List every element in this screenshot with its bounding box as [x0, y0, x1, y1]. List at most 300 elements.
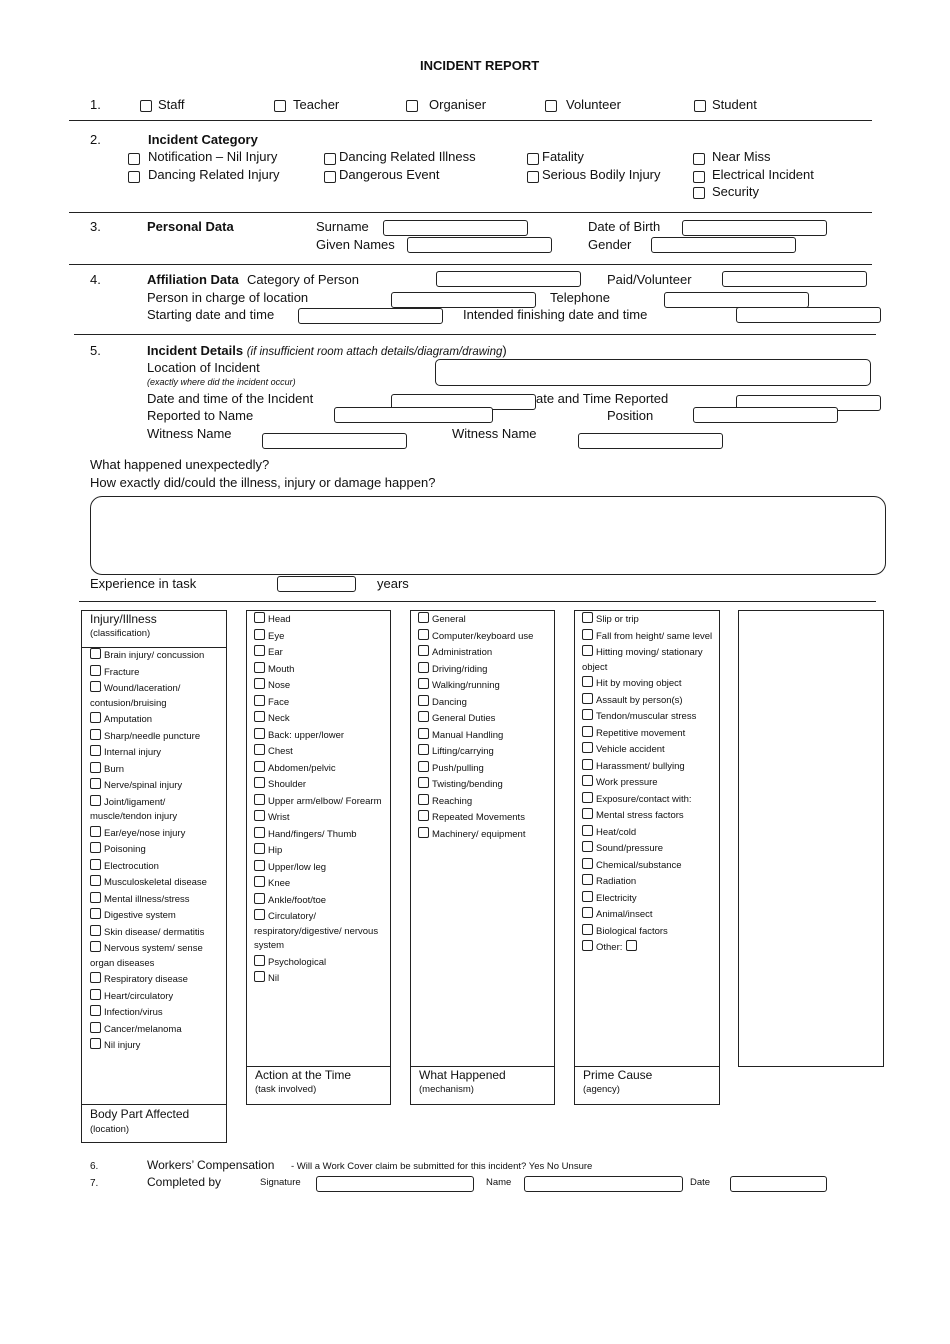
mechanism-option[interactable]: [582, 857, 715, 874]
person-in-charge-field[interactable]: [391, 292, 536, 308]
body-option[interactable]: [254, 908, 387, 954]
body-option-label: Psychological: [268, 956, 327, 968]
action-option[interactable]: [418, 694, 551, 711]
nil-injury-label: Notification – Nil Injury: [148, 149, 278, 164]
checkbox-icon[interactable]: [582, 891, 593, 902]
checkbox-icon[interactable]: [418, 794, 429, 805]
checkbox-icon[interactable]: [90, 908, 101, 919]
injury-option-label: Respiratory disease: [104, 974, 188, 985]
checkbox-icon[interactable]: [90, 795, 101, 806]
body-option-label: Hand/fingers/ Thumb: [268, 828, 357, 840]
teacher-checkbox[interactable]: [274, 100, 286, 112]
checkbox-icon[interactable]: [90, 925, 101, 936]
body-option[interactable]: [254, 661, 387, 678]
body-option[interactable]: [254, 776, 387, 793]
action-option[interactable]: [418, 809, 551, 826]
injury-option[interactable]: [90, 777, 223, 794]
incident-details-heading: [147, 343, 507, 358]
body-option-label: Shoulder: [268, 779, 307, 790]
staff-checkbox[interactable]: [140, 100, 152, 112]
volunteer-label: Volunteer: [566, 97, 621, 112]
injury-option-label: Infection/virus: [104, 1007, 163, 1018]
mechanism-option-label: Work pressure: [596, 777, 658, 788]
action-option[interactable]: [418, 743, 551, 760]
checkbox-icon[interactable]: [90, 989, 101, 1000]
action-option[interactable]: [418, 677, 551, 694]
checkbox-icon[interactable]: [254, 695, 265, 706]
mechanism-option-label: Slip or trip: [596, 614, 639, 625]
injury-option[interactable]: [90, 1004, 223, 1021]
injury-option-label: Joint/ligament/ muscle/tendon injury: [90, 796, 178, 822]
checkbox-icon[interactable]: [418, 744, 429, 755]
mechanism-option[interactable]: [582, 923, 715, 940]
given-names-field[interactable]: [407, 237, 552, 253]
checkbox-icon[interactable]: [254, 629, 265, 640]
witness-1-label: Witness Name: [147, 426, 232, 441]
injury-option-label: Internal injury: [104, 747, 162, 758]
injury-option[interactable]: [90, 680, 223, 711]
checkbox-icon[interactable]: [582, 709, 593, 720]
checkbox-icon[interactable]: [254, 662, 265, 673]
body-option[interactable]: [254, 892, 387, 909]
mechanism-option[interactable]: [582, 906, 715, 923]
mechanism-option[interactable]: [582, 890, 715, 907]
mechanism-option[interactable]: [582, 824, 715, 841]
checkbox-icon[interactable]: [254, 612, 265, 623]
injury-option-label: Brain injury/ concussion: [104, 650, 205, 661]
other-checkbox-icon[interactable]: [626, 940, 637, 951]
injury-option-label: Digestive system: [104, 910, 176, 921]
location-sub-label: (exactly where did the incident occur): [147, 377, 296, 387]
witness-2-field[interactable]: [578, 433, 723, 449]
body-option-label: Head: [268, 614, 291, 625]
checkbox-icon[interactable]: [90, 712, 101, 723]
checkbox-icon[interactable]: [582, 841, 593, 852]
mechanism-option[interactable]: [582, 725, 715, 742]
body-option[interactable]: [254, 628, 387, 645]
injury-option-label: Sharp/needle puncture: [104, 730, 201, 742]
mechanism-option[interactable]: [582, 873, 715, 890]
gender-field[interactable]: [651, 237, 796, 253]
serious-injury-checkbox[interactable]: [527, 171, 539, 183]
body-option[interactable]: [254, 677, 387, 694]
mechanism-option-label: Exposure/contact with:: [596, 793, 692, 805]
action-option[interactable]: [418, 793, 551, 810]
divider: [69, 264, 872, 265]
injury-option[interactable]: [90, 794, 223, 825]
injury-option-label: Fracture: [104, 666, 140, 678]
near-miss-label: Near Miss: [712, 149, 771, 164]
checkbox-icon[interactable]: [582, 775, 593, 786]
injury-option-label: Heart/circulatory: [104, 990, 174, 1002]
checkbox-icon[interactable]: [254, 711, 265, 722]
injury-option-label: Poisoning: [104, 844, 146, 855]
checkbox-icon[interactable]: [418, 810, 429, 821]
body-option-label: Face: [268, 696, 290, 708]
category-person-field[interactable]: [436, 271, 581, 287]
action-option[interactable]: [418, 826, 551, 843]
action-time-subtitle: (task involved): [255, 1084, 317, 1095]
action-option[interactable]: [418, 710, 551, 727]
body-option[interactable]: [254, 793, 387, 810]
body-option[interactable]: [254, 826, 387, 843]
mechanism-list: [582, 611, 715, 956]
witness-1-field[interactable]: [262, 433, 407, 449]
checkbox-icon[interactable]: [90, 859, 101, 870]
injury-option-label: Nil injury: [104, 1040, 141, 1051]
mechanism-option-label: Heat/cold: [596, 826, 637, 838]
action-option-label: Reaching: [432, 795, 473, 807]
surname-label: Surname: [316, 219, 369, 234]
action-option-label: Twisting/bending: [432, 779, 503, 790]
action-option[interactable]: [418, 628, 551, 645]
checkbox-icon[interactable]: [418, 629, 429, 640]
position-field[interactable]: [693, 407, 838, 423]
injury-option[interactable]: [90, 711, 223, 728]
date-field[interactable]: [730, 1176, 827, 1192]
completed-by-heading: Completed by: [147, 1175, 222, 1189]
name-label: Name: [486, 1177, 512, 1188]
question-how: How exactly did/could the illness, injury or damage happen?: [90, 475, 436, 490]
checkbox-icon[interactable]: [90, 729, 101, 740]
action-list: [418, 611, 551, 842]
checkbox-icon[interactable]: [90, 665, 101, 676]
body-option[interactable]: [254, 859, 387, 876]
body-option[interactable]: [254, 694, 387, 711]
action-option[interactable]: [418, 644, 551, 661]
section-4-number: 4.: [90, 272, 101, 287]
injury-option[interactable]: [90, 988, 223, 1005]
injury-option[interactable]: [90, 907, 223, 924]
checkbox-icon[interactable]: [90, 1038, 101, 1049]
organiser-checkbox[interactable]: [406, 100, 418, 112]
body-part-title: Body Part Affected: [90, 1107, 190, 1121]
injury-option[interactable]: [90, 664, 223, 681]
dancing-illness-label: Dancing Related Illness: [339, 149, 476, 164]
incident-datetime-label: Date and time of the Incident: [147, 391, 314, 406]
body-option[interactable]: [254, 809, 387, 826]
checkbox-icon[interactable]: [582, 693, 593, 704]
action-option[interactable]: [418, 661, 551, 678]
dangerous-event-checkbox[interactable]: [324, 171, 336, 183]
mechanism-option[interactable]: [582, 758, 715, 775]
body-option[interactable]: [254, 727, 387, 744]
checkbox-icon[interactable]: [90, 1005, 101, 1016]
checkbox-icon[interactable]: [254, 971, 265, 982]
student-checkbox[interactable]: [694, 100, 706, 112]
mechanism-option-label: Chemical/substance: [596, 859, 682, 871]
section-5-number: 5.: [90, 343, 101, 358]
checkbox-icon[interactable]: [582, 940, 593, 951]
mechanism-option[interactable]: [582, 840, 715, 857]
student-label: Student: [712, 97, 757, 112]
body-option-label: Neck: [268, 713, 290, 724]
body-option-label: Ankle/foot/toe: [268, 894, 327, 906]
checkbox-icon[interactable]: [254, 645, 265, 656]
reported-datetime-label: ate and Time Reported: [536, 391, 669, 406]
action-option-label: Walking/running: [432, 680, 500, 691]
injury-option-label: Amputation: [104, 714, 153, 725]
mechanism-option[interactable]: [582, 939, 715, 956]
action-option[interactable]: [418, 760, 551, 777]
injury-option[interactable]: [90, 744, 223, 761]
divider: [69, 120, 872, 121]
body-option[interactable]: [254, 842, 387, 859]
checkbox-icon[interactable]: [254, 876, 265, 887]
action-option-label: Driving/riding: [432, 663, 488, 675]
mechanism-option[interactable]: [582, 628, 715, 645]
checkbox-icon[interactable]: [254, 744, 265, 755]
action-option-label: Repeated Movements: [432, 812, 525, 823]
starting-field[interactable]: [298, 308, 443, 324]
checkbox-icon[interactable]: [582, 742, 593, 753]
injury-illness-title: Injury/Illness: [90, 612, 157, 626]
checkbox-icon[interactable]: [254, 678, 265, 689]
signature-field[interactable]: [316, 1176, 474, 1192]
checkbox-icon[interactable]: [418, 695, 429, 706]
injury-option[interactable]: [90, 761, 223, 778]
checkbox-icon[interactable]: [254, 843, 265, 854]
telephone-field[interactable]: [664, 292, 809, 308]
organiser-label: Organiser: [429, 97, 487, 112]
injury-option[interactable]: [90, 924, 223, 941]
checkbox-icon[interactable]: [90, 842, 101, 853]
divider: [74, 334, 876, 335]
security-label: Security: [712, 184, 759, 199]
dob-field[interactable]: [682, 220, 827, 236]
injury-option[interactable]: [90, 874, 223, 891]
checkbox-icon[interactable]: [254, 893, 265, 904]
checkbox-icon[interactable]: [582, 858, 593, 869]
action-time-title: Action at the Time: [255, 1068, 352, 1082]
body-option[interactable]: [254, 710, 387, 727]
description-textarea[interactable]: [90, 496, 886, 575]
injury-option-label: Cancer/melanoma: [104, 1023, 182, 1035]
experience-field[interactable]: [277, 576, 356, 592]
security-checkbox[interactable]: [693, 187, 705, 199]
witness-2-label: Witness Name: [452, 426, 537, 441]
what-happened-subtitle: (mechanism): [419, 1084, 474, 1095]
section-6-number: 6.: [90, 1161, 99, 1172]
injury-option-label: Musculoskeletal disease: [104, 877, 207, 888]
checkbox-icon[interactable]: [582, 808, 593, 819]
checkbox-icon[interactable]: [418, 761, 429, 772]
action-option-label: Manual Handling: [432, 729, 504, 741]
injury-option-label: Nerve/spinal injury: [104, 780, 183, 791]
checkbox-icon[interactable]: [254, 827, 265, 838]
mechanism-option[interactable]: [582, 741, 715, 758]
body-part-subtitle: (location): [90, 1124, 130, 1135]
checkbox-icon[interactable]: [582, 629, 593, 640]
checkbox-icon[interactable]: [254, 728, 265, 739]
location-field[interactable]: [435, 359, 871, 386]
injury-option[interactable]: [90, 825, 223, 842]
position-label: Position: [607, 408, 654, 423]
action-option[interactable]: [418, 611, 551, 628]
checkbox-icon[interactable]: [582, 825, 593, 836]
body-option[interactable]: [254, 954, 387, 971]
checkbox-icon[interactable]: [582, 792, 593, 803]
fatality-label: Fatality: [542, 149, 584, 164]
mechanism-option[interactable]: [582, 791, 715, 808]
injury-option[interactable]: [90, 891, 223, 908]
mechanism-option[interactable]: [582, 675, 715, 692]
intended-field[interactable]: [736, 307, 881, 323]
serious-injury-label: Serious Bodily Injury: [542, 167, 661, 182]
mechanism-option-label: Hitting moving/ stationary object: [582, 647, 703, 673]
checkbox-icon[interactable]: [90, 778, 101, 789]
volunteer-checkbox[interactable]: [545, 100, 557, 112]
gender-label: Gender: [588, 237, 632, 252]
injury-option-label: Electrocution: [104, 860, 159, 872]
checkbox-icon[interactable]: [418, 612, 429, 623]
body-option[interactable]: [254, 970, 387, 987]
injury-illness-subtitle: (classification): [90, 628, 151, 639]
mechanism-option-label: Mental stress factors: [596, 810, 684, 821]
reported-to-label: Reported to Name: [147, 408, 254, 423]
paid-volunteer-label: Paid/Volunteer: [607, 272, 692, 287]
nil-injury-checkbox[interactable]: [128, 153, 140, 165]
injury-option-label: Burn: [104, 763, 125, 775]
section-7-number: 7.: [90, 1178, 99, 1189]
injury-option[interactable]: [90, 728, 223, 745]
checkbox-icon[interactable]: [254, 955, 265, 966]
body-option-label: Hip: [268, 845, 283, 856]
reported-to-field[interactable]: [334, 407, 493, 423]
injury-option[interactable]: [90, 647, 223, 664]
incident-details-note: (if insufficient room attach details/diagram/drawing: [246, 346, 503, 358]
checkbox-icon[interactable]: [90, 681, 101, 692]
body-option-label: Wrist: [268, 812, 290, 823]
workers-comp-question: - Will a Work Cover claim be submitted for this incident? Yes No Unsure: [291, 1161, 593, 1172]
body-option[interactable]: [254, 611, 387, 628]
teacher-label: Teacher: [293, 97, 340, 112]
fatality-checkbox[interactable]: [527, 153, 539, 165]
mechanism-option[interactable]: [582, 644, 715, 675]
body-option-label: Circulatory/ respiratory/digestive/ nervous system: [254, 911, 379, 951]
workers-comp-heading: Workers’ Compensation: [147, 1158, 275, 1172]
checkbox-icon[interactable]: [418, 662, 429, 673]
body-option-label: Back: upper/lower: [268, 729, 345, 741]
mechanism-option[interactable]: [582, 774, 715, 791]
checkbox-icon[interactable]: [90, 875, 101, 886]
checkbox-icon[interactable]: [582, 726, 593, 737]
checkbox-icon[interactable]: [254, 777, 265, 788]
action-option-label: Lifting/carrying: [432, 746, 494, 757]
injury-option[interactable]: [90, 940, 223, 971]
checkbox-icon[interactable]: [418, 827, 429, 838]
mechanism-option[interactable]: [582, 611, 715, 628]
checkbox-icon[interactable]: [582, 924, 593, 935]
electrical-incident-checkbox[interactable]: [693, 171, 705, 183]
checkbox-icon[interactable]: [418, 645, 429, 656]
mechanism-option-label: Animal/insect: [596, 909, 653, 920]
checkbox-icon[interactable]: [254, 761, 265, 772]
question-unexpected: What happened unexpectedly?: [90, 457, 270, 472]
checkbox-icon[interactable]: [90, 972, 101, 983]
checkbox-icon[interactable]: [254, 860, 265, 871]
dancing-injury-checkbox[interactable]: [128, 171, 140, 183]
checkbox-icon[interactable]: [90, 745, 101, 756]
action-option[interactable]: [418, 776, 551, 793]
mechanism-option-label: Tendon/muscular stress: [596, 711, 697, 722]
given-names-label: Given Names: [316, 237, 395, 252]
checkbox-icon[interactable]: [90, 892, 101, 903]
body-option[interactable]: [254, 760, 387, 777]
what-happened-title: What Happened: [419, 1068, 506, 1082]
checkbox-icon[interactable]: [418, 728, 429, 739]
action-option-label: General Duties: [432, 713, 496, 724]
action-option-label: Dancing: [432, 696, 467, 708]
mechanism-option[interactable]: [582, 807, 715, 824]
dancing-injury-label: Dancing Related Injury: [148, 167, 280, 182]
checkbox-icon[interactable]: [254, 794, 265, 805]
checkbox-icon[interactable]: [582, 645, 593, 656]
action-option-label: Computer/keyboard use: [432, 630, 534, 642]
telephone-label: Telephone: [550, 290, 610, 305]
checkbox-icon[interactable]: [90, 826, 101, 837]
checkbox-icon[interactable]: [582, 759, 593, 770]
near-miss-checkbox[interactable]: [693, 153, 705, 165]
name-field[interactable]: [524, 1176, 683, 1192]
checkbox-icon[interactable]: [90, 762, 101, 773]
mechanism-option-label: Vehicle accident: [596, 744, 665, 755]
body-option[interactable]: [254, 875, 387, 892]
checkbox-icon[interactable]: [418, 678, 429, 689]
injury-option-label: Wound/laceration/ contusion/bruising: [90, 683, 181, 709]
agency-column[interactable]: [738, 610, 884, 1067]
checkbox-icon[interactable]: [582, 907, 593, 918]
checkbox-icon[interactable]: [254, 909, 265, 920]
action-option-label: General: [432, 614, 466, 625]
checkbox-icon[interactable]: [90, 941, 101, 952]
injury-option[interactable]: [90, 858, 223, 875]
checkbox-icon[interactable]: [90, 648, 101, 659]
injury-option[interactable]: [90, 841, 223, 858]
dangerous-event-label: Dangerous Event: [339, 167, 440, 182]
mechanism-option-label: Repetitive movement: [596, 727, 686, 739]
mechanism-option[interactable]: [582, 692, 715, 709]
checkbox-icon[interactable]: [582, 874, 593, 885]
paid-volunteer-field[interactable]: [722, 271, 867, 287]
mechanism-option[interactable]: [582, 708, 715, 725]
body-option[interactable]: [254, 743, 387, 760]
date-label: Date: [690, 1177, 711, 1188]
incident-details-note-close: ): [502, 343, 507, 358]
checkbox-icon[interactable]: [254, 810, 265, 821]
incident-category-heading: Incident Category: [148, 132, 258, 147]
section-1-number: 1.: [90, 97, 101, 112]
body-option[interactable]: [254, 644, 387, 661]
action-option[interactable]: [418, 727, 551, 744]
dancing-illness-checkbox[interactable]: [324, 153, 336, 165]
checkbox-icon[interactable]: [90, 1022, 101, 1033]
injury-option[interactable]: [90, 1037, 223, 1054]
checkbox-icon[interactable]: [418, 777, 429, 788]
years-label: years: [377, 576, 409, 591]
checkbox-icon[interactable]: [418, 711, 429, 722]
injury-option[interactable]: [90, 971, 223, 988]
surname-field[interactable]: [383, 220, 528, 236]
checkbox-icon[interactable]: [582, 676, 593, 687]
intended-label: Intended finishing date and time: [463, 307, 648, 322]
checkbox-icon[interactable]: [582, 612, 593, 623]
prime-cause-title: Prime Cause: [583, 1068, 653, 1082]
category-person-label: Category of Person: [247, 272, 360, 287]
mechanism-option-label: Fall from height/ same level: [596, 630, 713, 642]
staff-label: Staff: [158, 97, 185, 112]
injury-option[interactable]: [90, 1021, 223, 1038]
